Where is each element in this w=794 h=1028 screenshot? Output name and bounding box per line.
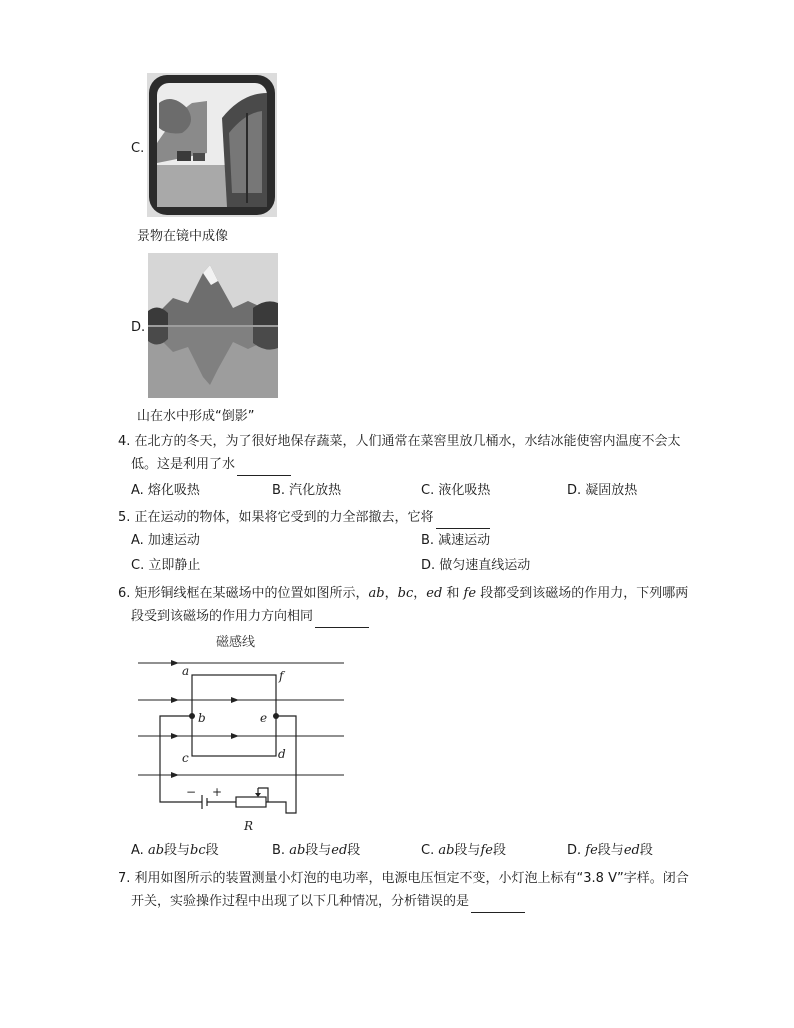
- q4-option-c[interactable]: C. 液化吸热: [421, 483, 491, 498]
- magnetic-field-circuit-figure: [136, 630, 346, 836]
- q4-text-line2: 低。这是利用了水: [131, 454, 291, 476]
- q7-answer-blank[interactable]: [471, 898, 525, 913]
- battery-plus-label: +: [212, 785, 223, 799]
- battery-minus-label: −: [186, 785, 197, 799]
- q7-text-line1: 7. 利用如图所示的装置测量小灯泡的电功率，电源电压恒定不变，小灯泡上标有“3.8 V”字样。闭合: [118, 871, 689, 886]
- mountain-reflection-photo: [148, 253, 278, 398]
- label-a: a: [182, 664, 190, 678]
- side-mirror-photo: [147, 73, 277, 217]
- q6-text-line2: 段受到该磁场的作用力方向相同: [131, 606, 369, 628]
- label-e: e: [260, 711, 268, 725]
- label-d: d: [278, 747, 286, 761]
- label-b: b: [198, 711, 206, 725]
- q5-option-b[interactable]: B. 减速运动: [421, 533, 491, 548]
- option-d-letter: D.: [131, 320, 146, 335]
- label-c: c: [182, 751, 189, 765]
- q6-option-d[interactable]: D. fe段与ed段: [567, 843, 653, 858]
- q6-option-b[interactable]: B. ab段与ed段: [272, 843, 361, 858]
- q6-option-a[interactable]: A. ab段与bc段: [131, 843, 219, 858]
- node-e-dot: [273, 713, 279, 719]
- q4-option-a[interactable]: A. 熔化吸热: [131, 483, 200, 498]
- q4-option-b[interactable]: B. 汽化放热: [272, 483, 342, 498]
- q4-answer-blank[interactable]: [237, 461, 291, 476]
- q5-answer-blank[interactable]: [436, 514, 490, 529]
- node-b-dot: [189, 713, 195, 719]
- q5-option-a[interactable]: A. 加速运动: [131, 533, 200, 548]
- q5-option-d[interactable]: D. 做匀速直线运动: [421, 558, 531, 573]
- figure-title: 磁感线: [216, 635, 256, 650]
- q7-text-line2: 开关，实验操作过程中出现了以下几种情况，分析错误的是: [131, 891, 525, 913]
- option-d-caption: 山在水中形成“倒影”: [137, 409, 255, 424]
- option-c-letter: C.: [131, 141, 145, 156]
- q6-answer-blank[interactable]: [315, 613, 369, 628]
- q5-text-line1: 5. 正在运动的物体，如果将它受到的力全部撤去，它将: [118, 507, 490, 529]
- q4-option-d[interactable]: D. 凝固放热: [567, 483, 638, 498]
- q4-text-line1: 4. 在北方的冬天，为了很好地保存蔬菜，人们通常在菜窖里放几桶水，水结冰能使窖内温度不会太: [118, 434, 681, 449]
- q6-option-c[interactable]: C. ab段与fe段: [421, 843, 506, 858]
- q6-text-line1: 6. 矩形铜线框在某磁场中的位置如图所示，ab，bc，ed 和 fe 段都受到该磁场的作用力，下列哪两: [118, 586, 689, 601]
- label-r: R: [244, 819, 254, 833]
- label-f: f: [279, 669, 284, 683]
- option-c-caption: 景物在镜中成像: [137, 229, 229, 244]
- q5-option-c[interactable]: C. 立即静止: [131, 558, 201, 573]
